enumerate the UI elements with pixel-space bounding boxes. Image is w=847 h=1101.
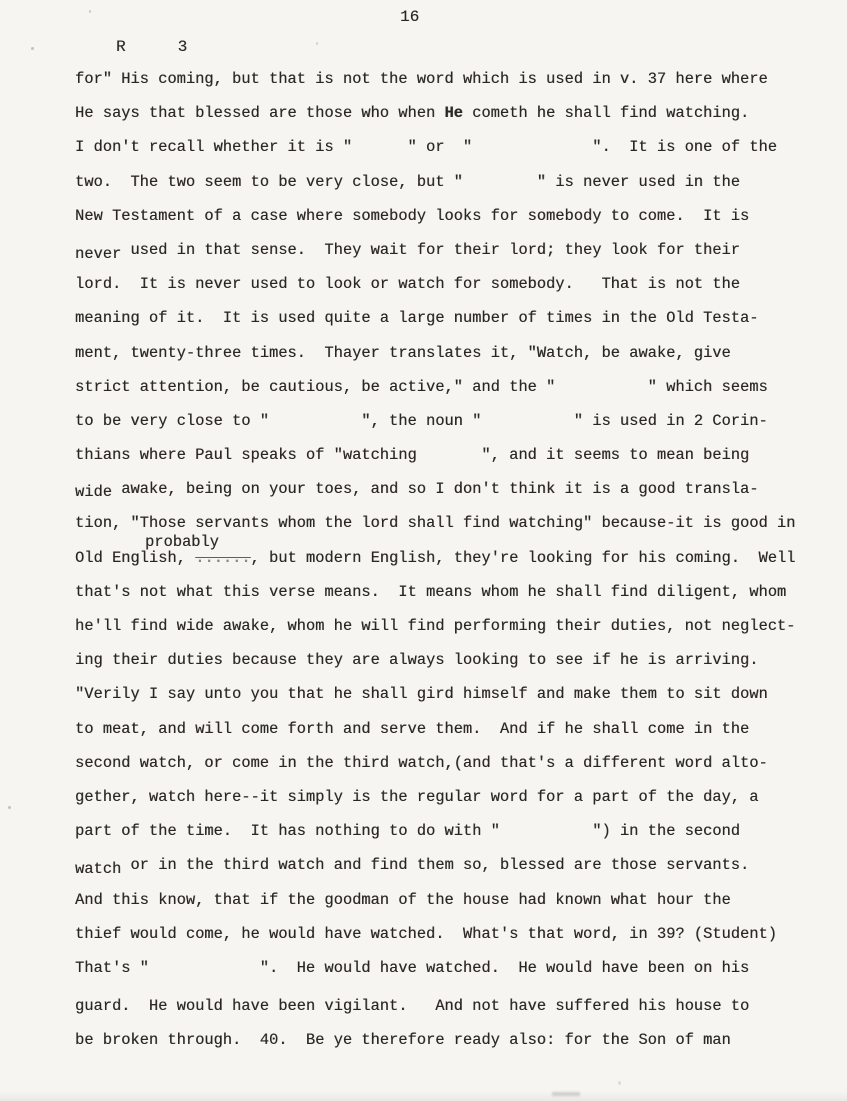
line-text: lord. It is never used to look or watch for somebody. That is not the [75,275,740,294]
line-text: meaning of it. It is used quite a large number of times in the Old Testa- [75,309,759,328]
text-line [75,754,827,788]
text-line [75,959,827,993]
text-line [75,138,827,172]
text-line [75,104,827,138]
text-line [75,532,827,583]
line-text: used in that sense. They wait for their lord; they look for their [121,240,740,259]
line-text: ment, twenty-three times. Thayer translates it, "Watch, be awake, give [75,343,731,362]
dropped-word: wide [75,483,112,502]
text-line [75,446,827,480]
ink-speck [316,42,318,45]
text-line [75,788,827,822]
text-line [75,822,827,856]
text-line [75,344,827,378]
text-line [75,207,827,241]
ink-speck [89,10,91,13]
text-line [75,378,827,412]
reference-number: 3 [177,38,188,56]
line-text: guard. He would have been vigilant. And not have suffered his house to [75,997,750,1016]
line-text: That's " ". He would have watched. He would have been on his [75,958,750,977]
text-line [75,685,827,719]
dropped-word: watch [75,860,122,879]
line-text: He says that blessed are those who when [75,104,445,123]
scan-smudge [552,1092,580,1096]
text-line [75,412,827,446]
line-text: that's not what this verse means. It means whom he shall find diligent, whom [75,582,787,601]
line-text: be broken through. 40. Be ye therefore ready also: for the Son of man [75,1031,731,1050]
reference-heading [116,38,187,56]
page-number: 16 [400,8,420,26]
text-line [75,583,827,617]
text-line [75,925,827,959]
line-text: thians where Paul speaks of "watching ", and it seems to mean being [75,446,750,465]
text-line [75,309,827,343]
text-line [75,1031,827,1065]
line-text: strict attention, be cautious, be active," and the " " which seems [75,377,768,396]
line-text: tion, "Those servants whom the lord shall find watching" because-it is good in [75,514,796,533]
interlinear-correction: probably [145,532,219,551]
ink-speck [618,1081,621,1085]
line-text: ing their duties because they are always looking to see if he is arriving. [75,651,759,670]
line-text: I don't recall whether it is " " or " ". It is one of the [75,138,777,157]
ink-speck [31,47,34,50]
line-text: gether, watch here--it simply is the regular word for a part of the day, a [75,787,759,806]
dropped-word: never [75,244,122,263]
line-text: to meat, and will come forth and serve them. And if he shall come in the [75,719,750,738]
line-text: And this know, that if the goodman of the house had known what hour the [75,890,731,909]
text-line [75,651,827,685]
line-text: cometh he shall find watching. [462,104,750,123]
line-text: part of the time. It has nothing to do with " ") in the second [75,822,740,841]
line-text: Old English, [75,548,196,567]
reference-letter: R [116,38,126,56]
struck-out-word: ...... [195,548,251,567]
text-line [75,173,827,207]
text-line [75,856,827,890]
text-line [75,997,827,1031]
line-text: second watch, or come in the third watch,(and that's a different word alto- [75,753,768,772]
text-line [75,480,827,514]
text-line [75,891,827,925]
line-text: to be very close to " ", the noun " " is used in 2 Corin- [75,411,768,430]
line-text: , but modern English, they're looking for his coming. Well [250,548,796,567]
text-line [75,241,827,275]
text-line [75,720,827,754]
line-text: two. The two seem to be very close, but " " is never used in the [75,172,740,191]
transcript-body [75,70,827,1065]
line-text: or in the third watch and find them so, blessed are those servants. [121,856,750,875]
line-text: "Verily I say unto you that he shall gird himself and make them to sit down [75,685,768,704]
overstruck-word: He [444,104,463,123]
line-text: thief would come, he would have watched. What's that word, in 39? (Student) [75,924,777,943]
text-line [75,70,827,104]
ink-speck [8,806,11,809]
text-line [75,275,827,309]
line-text: awake, being on your toes, and so I don't think it is a good transla- [111,480,759,499]
line-text: for" His coming, but that is not the word which is used in v. 37 here where [75,70,768,88]
line-text: New Testament of a case where somebody looks for somebody to come. It is [75,206,750,225]
text-line [75,617,827,651]
line-text: he'll find wide awake, whom he will find performing their duties, not neglect- [75,617,796,635]
